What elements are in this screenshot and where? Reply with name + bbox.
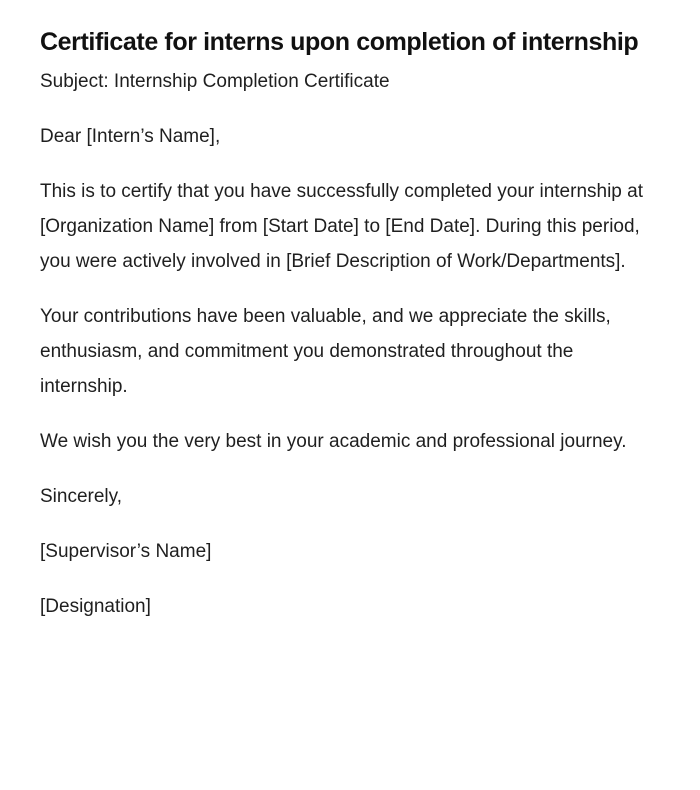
body-paragraph: We wish you the very best in your academic and professional journey. — [40, 431, 627, 452]
body-paragraph: Your contributions have been valuable, and we appreciate the skills, enthusiasm, and commitment you demonstrated throughout the internship. — [40, 306, 611, 397]
subject-line: Subject: Internship Completion Certificate — [40, 71, 390, 92]
signature-name: [Supervisor’s Name] — [40, 541, 212, 562]
body-paragraph: This is to certify that you have successfully completed your internship at [Organization Name] from [Start Date] to [End Date]. During this period, you were actively involved in [Brief Description of Work/Departments]. — [40, 181, 643, 272]
closing-line: Sincerely, — [40, 486, 123, 507]
document-page — [40, 20, 650, 624]
document-title: Certificate for interns upon completion of internship — [40, 28, 639, 56]
signature-title: [Designation] — [40, 596, 151, 617]
salutation: Dear [Intern’s Name], — [40, 126, 221, 147]
